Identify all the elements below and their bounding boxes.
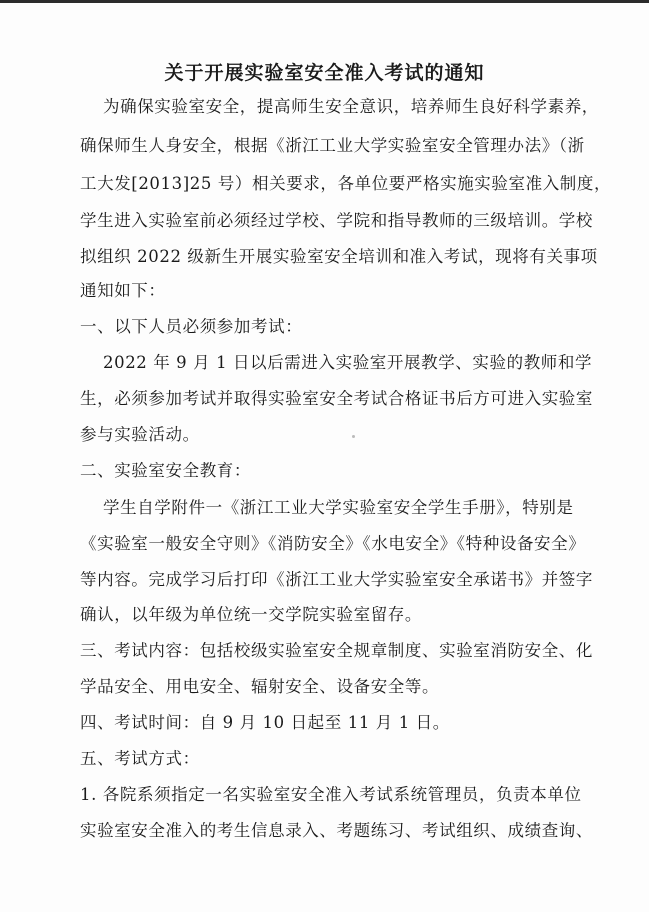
section-heading-2: 二、实验室安全教育： <box>80 461 251 480</box>
paragraph-line: 学生自学附件一《浙江工业大学实验室安全学生手册》，特别是 <box>103 498 574 517</box>
list-item-1: 1. 各院系须指定一名实验室安全准入考试系统管理员，负责本单位 <box>80 785 582 804</box>
section-heading-3: 三、考试内容：包括校级实验室安全规章制度、实验室消防安全、化 <box>80 641 593 660</box>
paragraph-line: 拟组织 2022 级新生开展实验室安全培训和准入考试，现将有关事项 <box>80 247 598 266</box>
paragraph-line: 确保师生人身安全，根据《浙江工业大学实验室安全管理办法》（浙 <box>80 136 585 155</box>
paragraph-line: 实验室安全准入的考生信息录入、考题练习、考试组织、成绩查询、 <box>80 821 593 840</box>
paragraph-line: 学品安全、用电安全、辐射安全、设备安全等。 <box>80 677 440 696</box>
section-heading-4: 四、考试时间：自 9 月 10 日起至 11 月 1 日。 <box>80 713 450 732</box>
paragraph-line: 学生进入实验室前必须经过学校、学院和指导教师的三级培训。学校 <box>80 211 593 230</box>
paragraph-line: 生，必须参加考试并取得实验室安全考试合格证书后方可进入实验室 <box>80 389 593 408</box>
scan-top-edge <box>0 0 649 3</box>
paragraph-line: 《实验室一般安全守则》《消防安全》《水电安全》《特种设备安全》 <box>80 534 586 553</box>
paragraph-line: 参与实验活动。 <box>80 425 200 444</box>
paragraph-line: 通知如下： <box>80 281 166 300</box>
section-heading-5: 五、考试方式： <box>80 749 200 768</box>
paragraph-line: 工大发[2013]25 号）相关要求，各单位要严格实施实验室准入制度， <box>80 174 612 193</box>
paragraph-line: 等内容。完成学习后打印《浙江工业大学实验室安全承诺书》并签字 <box>80 570 593 589</box>
paragraph-line: 为确保实验室安全，提高师生安全意识，培养师生良好科学素养， <box>103 97 599 116</box>
paragraph-line: 确认，以年级为单位统一交学院实验室留存。 <box>80 605 422 624</box>
section-heading-1: 一、以下人员必须参加考试： <box>80 317 303 336</box>
document-title: 关于开展实验室安全准入考试的通知 <box>164 62 485 84</box>
paragraph-line: 2022 年 9 月 1 日以后需进入实验室开展教学、实验的教师和学 <box>103 353 593 372</box>
scan-speck <box>352 435 355 438</box>
